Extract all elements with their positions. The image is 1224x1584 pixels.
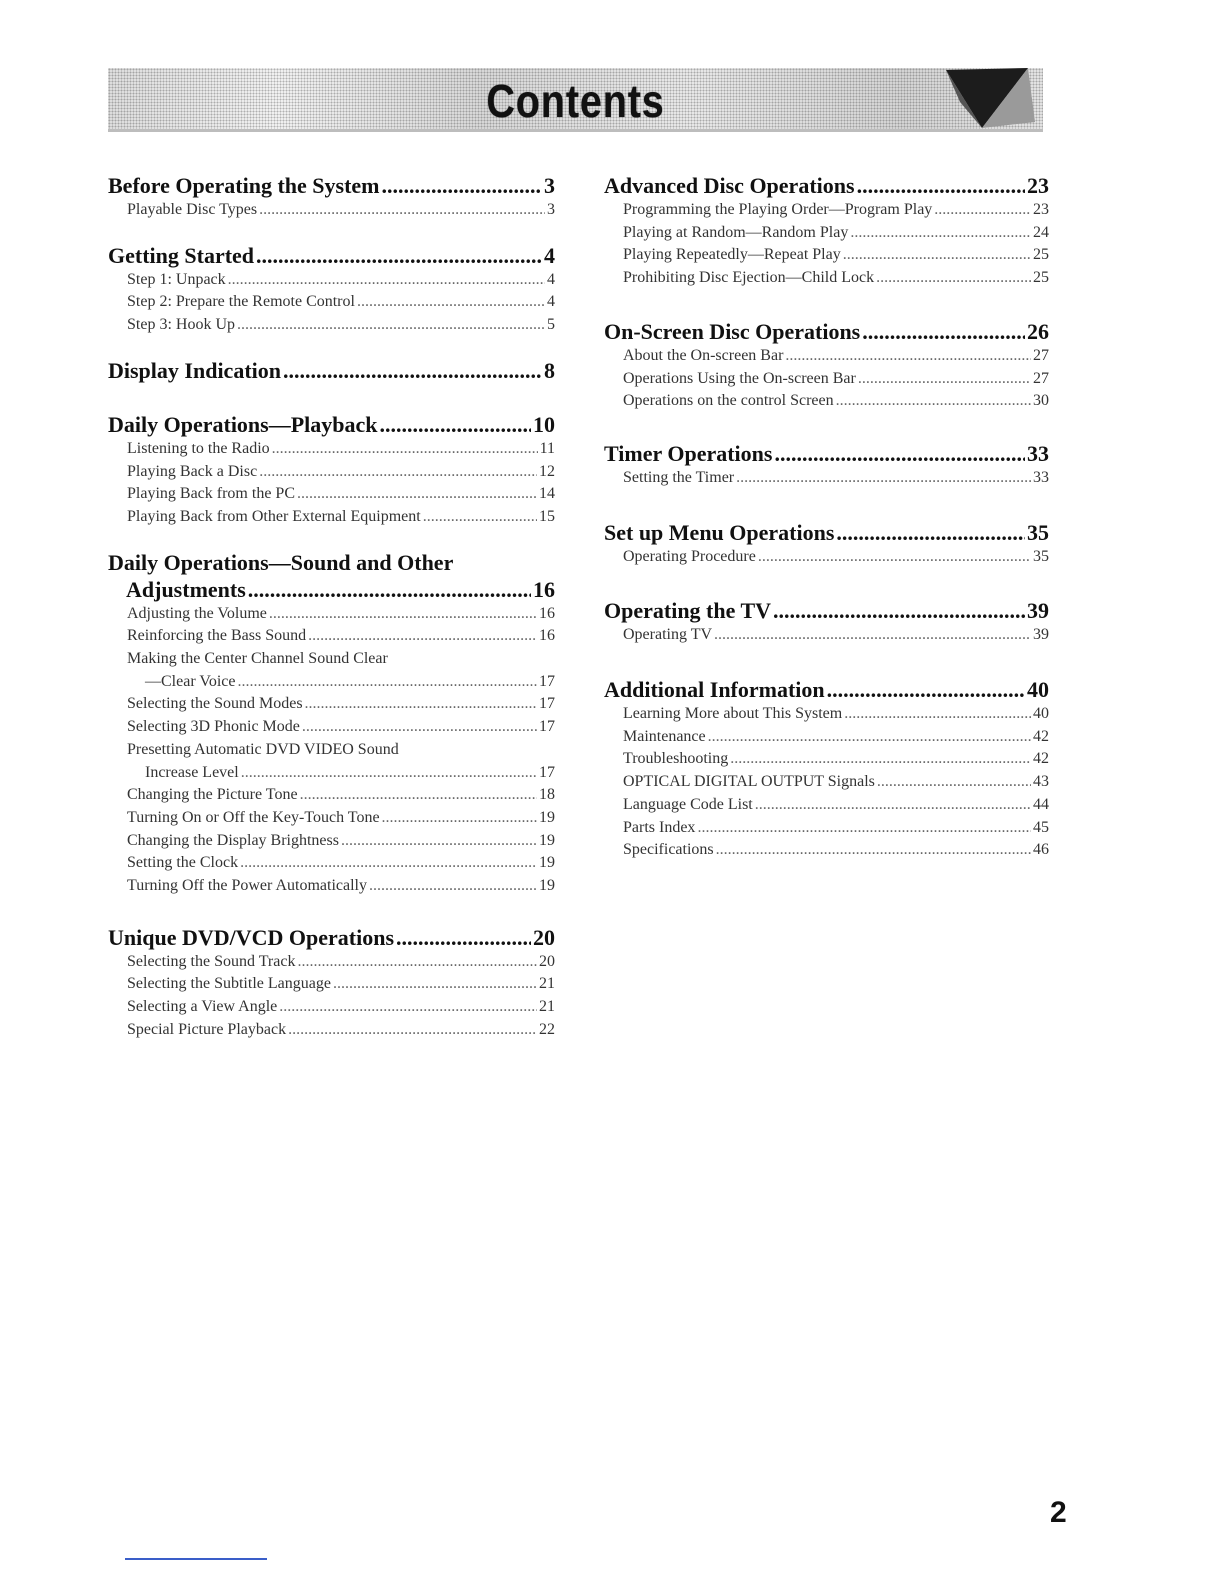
banner-shadow-edge — [108, 129, 1043, 132]
leader-dots — [697, 817, 1031, 840]
leader-dots — [259, 199, 545, 222]
leader-dots — [297, 483, 537, 506]
toc-section — [108, 242, 555, 337]
leader-dots — [240, 852, 537, 875]
toc-section-heading[interactable]: Getting Started ..... 4 — [108, 242, 555, 269]
leader-dots — [836, 390, 1031, 413]
leader-dots — [302, 716, 537, 739]
toc-entry[interactable]: Selecting 3D Phonic Mode ..... 17 — [108, 716, 555, 739]
leader-dots — [300, 784, 537, 807]
toc-entry[interactable]: Parts Index ..... 45 — [604, 817, 1049, 840]
toc-section — [604, 440, 1049, 490]
toc-entry-line1[interactable]: Presetting Automatic DVD VIDEO Sound — [127, 740, 399, 758]
leader-dots — [774, 440, 1025, 467]
toc-section-heading[interactable]: Daily Operations—Sound and Other Adjustments ..... 16 — [108, 549, 555, 603]
leader-dots — [850, 222, 1031, 245]
toc-section — [108, 411, 555, 529]
toc-entry[interactable]: Step 2: Prepare the Remote Control ..... 4 — [108, 291, 555, 314]
toc-entry[interactable]: Adjusting the Volume ..... 16 — [108, 603, 555, 626]
toc-entry[interactable]: Playing Back a Disc ..... 12 — [108, 461, 555, 484]
toc-entry[interactable]: Turning On or Off the Key-Touch Tone ..... 19 — [108, 807, 555, 830]
leader-dots — [382, 807, 537, 830]
toc-entry[interactable]: OPTICAL DIGITAL OUTPUT Signals ..... 43 — [604, 771, 1049, 794]
toc-section-heading[interactable]: Timer Operations ..... 33 — [604, 440, 1049, 467]
page-title: Contents — [486, 75, 665, 127]
toc-section-heading[interactable]: Additional Information ..... 40 — [604, 676, 1049, 703]
toc-section — [604, 172, 1049, 290]
toc-section — [108, 924, 555, 1042]
toc-entry[interactable]: Playing Back from Other External Equipment ..... 15 — [108, 506, 555, 529]
leader-dots — [380, 411, 531, 438]
toc-entry[interactable]: Reinforcing the Bass Sound ..... 16 — [108, 625, 555, 648]
leader-dots — [755, 794, 1031, 817]
leader-dots — [862, 318, 1025, 345]
toc-entry[interactable]: Changing the Picture Tone ..... 18 — [108, 784, 555, 807]
toc-entry[interactable]: Step 3: Hook Up ..... 5 — [108, 314, 555, 337]
toc-entry[interactable]: Listening to the Radio ..... 11 — [108, 438, 555, 461]
toc-entry[interactable]: Playing at Random—Random Play ..... 24 — [604, 222, 1049, 245]
toc-entry[interactable]: Setting the Timer ..... 33 — [604, 467, 1049, 490]
toc-entry[interactable]: Playing Repeatedly—Repeat Play ..... 25 — [604, 244, 1049, 267]
toc-entry[interactable]: About the On-screen Bar ..... 27 — [604, 345, 1049, 368]
toc-entry[interactable]: Selecting the Sound Modes ..... 17 — [108, 693, 555, 716]
leader-dots — [341, 830, 537, 853]
leader-dots — [297, 951, 537, 974]
leader-dots — [228, 269, 545, 292]
leader-dots — [714, 624, 1031, 647]
leader-dots — [279, 996, 537, 1019]
leader-dots — [758, 546, 1031, 569]
toc-section-heading[interactable]: Set up Menu Operations ..... 35 — [604, 519, 1049, 546]
toc-entry[interactable]: Maintenance ..... 42 — [604, 726, 1049, 749]
leader-dots — [305, 693, 537, 716]
leader-dots — [716, 839, 1031, 862]
toc-entry[interactable]: Selecting the Sound Track ..... 20 — [108, 951, 555, 974]
toc-section-heading[interactable]: Before Operating the System ..... 3 — [108, 172, 555, 199]
toc-section-heading[interactable]: Unique DVD/VCD Operations ..... 20 — [108, 924, 555, 951]
toc-entry[interactable]: Troubleshooting ..... 42 — [604, 748, 1049, 771]
toc-section — [108, 549, 555, 898]
leader-dots — [836, 519, 1025, 546]
banner-triangle-icon — [920, 62, 1045, 134]
toc-entry[interactable]: Programming the Playing Order—Program Play ..... 23 — [604, 199, 1049, 222]
leader-dots — [827, 676, 1025, 703]
toc-section — [604, 676, 1049, 862]
leader-dots — [876, 267, 1031, 290]
leader-dots — [844, 703, 1031, 726]
toc-entry[interactable]: Setting the Clock ..... 19 — [108, 852, 555, 875]
leader-dots — [708, 726, 1031, 749]
toc-entry[interactable]: Step 1: Unpack ..... 4 — [108, 269, 555, 292]
leader-dots — [843, 244, 1031, 267]
page-number: 2 — [1050, 1496, 1067, 1529]
leader-dots — [283, 357, 542, 384]
toc-entry[interactable]: Operations Using the On-screen Bar ..... 27 — [604, 368, 1049, 391]
leader-dots — [382, 172, 543, 199]
toc-section — [604, 318, 1049, 413]
leader-dots — [773, 597, 1025, 624]
toc-entry[interactable]: Operations on the control Screen ..... 30 — [604, 390, 1049, 413]
toc-entry[interactable]: Playing Back from the PC ..... 14 — [108, 483, 555, 506]
toc-entry[interactable]: Special Picture Playback ..... 22 — [108, 1019, 555, 1042]
leader-dots — [730, 748, 1031, 771]
toc-entry[interactable]: Operating TV ..... 39 — [604, 624, 1049, 647]
leader-dots — [308, 625, 537, 648]
leader-dots — [288, 1019, 537, 1042]
leader-dots — [238, 671, 538, 694]
toc-entry[interactable]: Specifications ..... 46 — [604, 839, 1049, 862]
toc-entry[interactable]: Increase Level ..... 17 — [108, 762, 555, 785]
toc-section — [604, 597, 1049, 647]
toc-entry[interactable]: Learning More about This System ..... 40 — [604, 703, 1049, 726]
toc-entry[interactable]: Turning Off the Power Automatically ..... 19 — [108, 875, 555, 898]
toc-section — [108, 172, 555, 222]
toc-section-heading[interactable]: Operating the TV ..... 39 — [604, 597, 1049, 624]
toc-left-column — [108, 172, 555, 1042]
toc-section-heading[interactable]: Daily Operations—Playback ..... 10 — [108, 411, 555, 438]
leader-dots — [256, 242, 542, 269]
toc-entry[interactable]: Operating Procedure ..... 35 — [604, 546, 1049, 569]
leader-dots — [269, 603, 537, 626]
toc-entry[interactable]: Selecting the Subtitle Language ..... 21 — [108, 973, 555, 996]
leader-dots — [934, 199, 1031, 222]
toc-entry[interactable]: Playable Disc Types ..... 3 — [108, 199, 555, 222]
contents-banner — [108, 68, 1043, 132]
footer-rule — [125, 1558, 267, 1560]
leader-dots — [259, 461, 537, 484]
toc-section-heading[interactable]: On-Screen Disc Operations ..... 26 — [604, 318, 1049, 345]
heading-line: Daily Operations—Sound and Other — [108, 549, 454, 575]
toc-entry[interactable]: Prohibiting Disc Ejection—Child Lock ..... 25 — [604, 267, 1049, 290]
leader-dots — [369, 875, 537, 898]
toc-section-heading[interactable]: Advanced Disc Operations ..... 23 — [604, 172, 1049, 199]
toc-entry[interactable]: Changing the Display Brightness ..... 19 — [108, 830, 555, 853]
toc-section — [108, 357, 555, 384]
page-ref: 3 — [544, 173, 555, 198]
toc-entry-line1[interactable]: Making the Center Channel Sound Clear — [127, 650, 388, 668]
toc-entry[interactable]: Language Code List ..... 44 — [604, 794, 1049, 817]
leader-dots — [736, 467, 1031, 490]
toc-section — [604, 519, 1049, 569]
leader-dots — [423, 506, 537, 529]
toc-entry[interactable]: Selecting a View Angle ..... 21 — [108, 996, 555, 1019]
toc-right-column — [604, 172, 1049, 862]
toc-section-heading[interactable]: Display Indication ..... 8 — [108, 357, 555, 384]
leader-dots — [357, 291, 545, 314]
toc-entry[interactable]: —Clear Voice ..... 17 — [108, 671, 555, 694]
leader-dots — [877, 771, 1031, 794]
leader-dots — [237, 314, 545, 337]
leader-dots — [785, 345, 1031, 368]
leader-dots — [248, 576, 531, 603]
leader-dots — [333, 973, 537, 996]
leader-dots — [858, 368, 1031, 391]
leader-dots — [272, 438, 538, 461]
leader-dots — [241, 762, 537, 785]
leader-dots — [857, 172, 1025, 199]
leader-dots — [396, 924, 531, 951]
